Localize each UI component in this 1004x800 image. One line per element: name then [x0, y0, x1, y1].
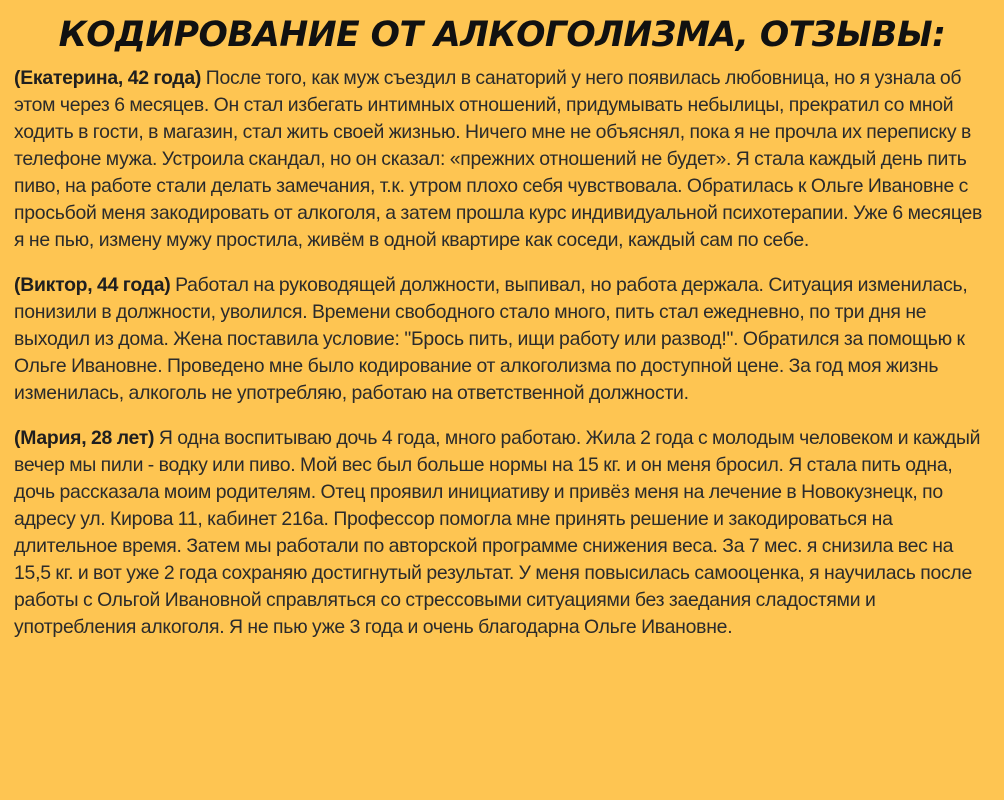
review-item: [14, 65, 990, 254]
page-title: КОДИРОВАНИЕ ОТ АЛКОГОЛИЗМА, ОТЗЫВЫ:: [58, 15, 946, 55]
review-text: Работал на руководящей должности, выпивал, но работа держала. Ситуация изменилась, понизили в должности, уволился. Времени свободного стало много, пить стал ежедневно, по три дня не выходил из дома. Жена поставила условие: "Брось пить, ищи работу или развод!". Обратился за помощью к Ольге Ивановне. Проведено мне было кодирование от алкоголизма по доступной цене. За год моя жизнь изменилась, алкоголь не употребляю, работаю на ответственной должности.: [14, 274, 968, 404]
review-author: (Екатерина, 42 года): [14, 67, 202, 89]
review-text: Я одна воспитываю дочь 4 года, много работаю. Жила 2 года с молодым человеком и каждый вечер мы пили - водку или пиво. Мой вес был больше нормы на 15 кг. и он меня бросил. Я стала пить одна, дочь рассказала моим родителям. Отец проявил инициативу и привёз меня на лечение в Новокузнецк, по адресу ул. Кирова 11, кабинет 216а. Профессор помогла мне принять решение и закодироваться на длительное время. Затем мы работали по авторской программе снижения веса. За 7 мес. я снизила вес на 15,5 кг. и вот уже 2 года сохраняю достигнутый результат. У меня повысилась самооценка, я научилась после работы с Ольгой Ивановной справляться со стрессовыми ситуациями без заедания сладостями и употребления алкоголя. Я не пью уже 3 года и очень благодарна Ольге Ивановне.: [14, 427, 981, 638]
review-item: [14, 425, 990, 641]
review-text: После того, как муж съездил в санаторий у него появилась любовница, но я узнала об этом через 6 месяцев. Он стал избегать интимных отношений, придумывать небылицы, прекратил со мной ходить в гости, в магазин, стал жить своей жизнью. Ничего мне не объяснял, пока я не прочла их переписку в телефоне мужа. Устроила скандал, но он сказал: «прежних отношений не будет». Я стала каждый день пить пиво, на работе стали делать замечания, т.к. утром плохо себя чувствовала. Обратилась к Ольге Ивановне с просьбой меня закодировать от алкоголя, а затем прошла курс индивидуальной психотерапии. Уже 6 месяцев я не пью, измену мужу простила, живём в одной квартире как соседи, каждый сам по себе.: [14, 67, 983, 251]
review-author: (Виктор, 44 года): [14, 274, 171, 296]
review-author: (Мария, 28 лет): [14, 427, 155, 449]
review-list: [14, 62, 990, 641]
review-item: [14, 272, 990, 407]
